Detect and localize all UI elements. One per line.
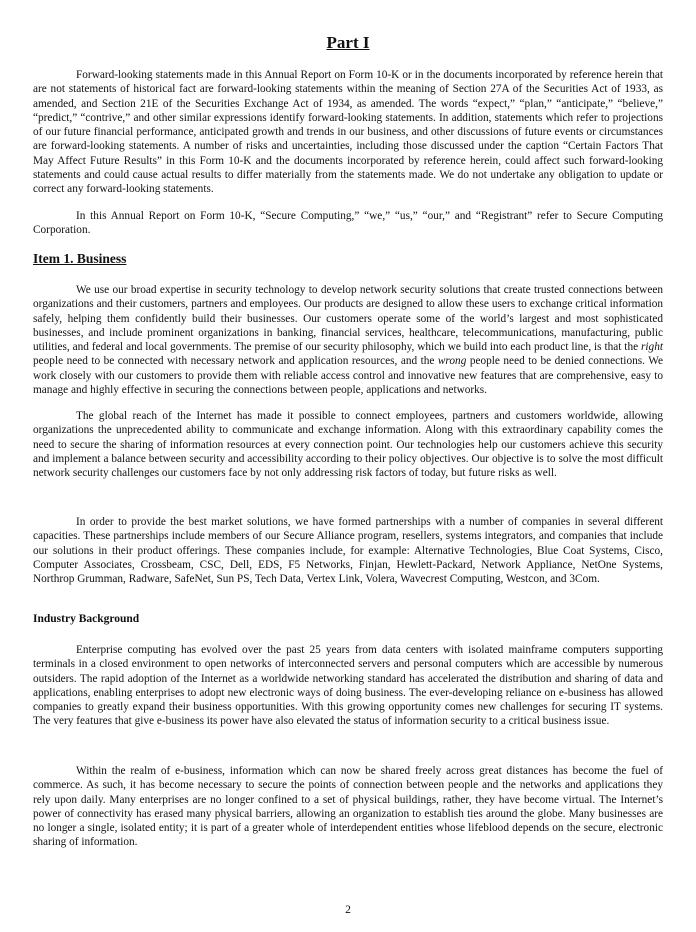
emphasis-wrong: wrong: [437, 355, 467, 368]
part-title: Part I: [326, 33, 370, 52]
definitions-paragraph: In this Annual Report on Form 10-K, “Secure Computing,” “we,” “us,” “our,” and “Registrant” refer to Secure Computing Corporation.: [33, 210, 663, 237]
enterprise-computing-paragraph: Enterprise computing has evolved over the past 25 years from data centers with isolated mainframe computers supporting terminals in a closed environment to open networks of interconnected servers and personal computers which are accessible by numerous outsiders. The rapid adoption of the Internet as a worldwide networking standard has accelerated the distribution and sharing of data and applications, enabling enterprises to adopt new electronic ways of doing business. The ever-developing reliance on e-business has allowed companies to greatly expand their business opportunities. With this growing opportunity comes new challenges for securing IT systems. The very features that give e-business its power have also elevated the status of information security to a critical business issue.: [33, 644, 663, 728]
business-overview-text-a: We use our broad expertise in security technology to develop network security solutions that create trusted connections between organizations and their customers, partners and employees. Our products are designed to allow these users to exchange critical information safely, helping them confidently build their businesses. Our customers operate some of the world’s largest and most sophisticated businesses, and include prominent organizations in banking, financial services, healthcare, telecommunications, manufacturing, public utilities, and federal and local governments. The premise of our security philosophy, which we build into each product line, is that the: [33, 284, 663, 354]
page-number: 2: [345, 904, 351, 916]
business-overview-paragraph: [33, 283, 663, 397]
emphasis-right: right: [641, 341, 663, 354]
global-reach-paragraph: The global reach of the Internet has made it possible to connect employees, partners and customers worldwide, allowing organizations the unprecedented ability to communicate and exchange information. Along with this extraordinary capability comes the need to secure the sharing of information resources at every connection point. Our technologies help our customers achieve this security and implement a balance between security and accessibility according to their policy objectives. Our objective is to solve the most difficult network security challenges our customers face by not only addressing risk factors of today, but future risks as well.: [33, 410, 663, 480]
item-1-business-heading: Item 1. Business: [33, 251, 127, 266]
forward-looking-statements-paragraph: Forward-looking statements made in this Annual Report on Form 10-K or in the documents incorporated by reference herein that are not statements of historical fact are forward-looking statements within the meaning of Section 27A of the Securities Act of 1933, as amended, and Section 21E of the Securities Exchange Act of 1934, as amended. The words “expect,” “plan,” “anticipate,” “believe,” “predict,” “contrive,” and other similar expressions identify forward-looking statements. In addition, statements which refer to projections of our future financial performance, anticipated growth and trends in our business, and other discussions of future events or circumstances are forward-looking statements. A number of risks and uncertainties, including those discussed under the caption “Certain Factors That May Affect Future Results” in this Form 10-K and the documents incorporated by reference herein, could affect such forward-looking statements and could cause actual results to differ materially from the statements made. We do not undertake any obligation to update or correct any forward-looking statements.: [33, 69, 663, 196]
partnerships-paragraph: In order to provide the best market solutions, we have formed partnerships with a number of companies in several different capacities. These partnerships include members of our Secure Alliance program, resellers, systems integrators, and companies that include our solutions in their product offerings. These companies include, for example: Alternative Technologies, Blue Coat Systems, Cisco, Computer Associates, Crossbeam, CSC, Dell, EDS, F5 Networks, Finjan, Hewlett-Packard, Network Appliance, NetOne Systems, Northrop Grumman, Radware, SafeNet, Sun PS, Tech Data, Vertex Link, Volera, Wavecrest Computing, Westcon, and 3Com.: [33, 516, 663, 586]
e-business-paragraph: Within the realm of e-business, information which can now be shared freely across great distances has become the fuel of commerce. As such, it has become necessary to secure the points of connection between people and the networks and applications they rely upon daily. Many enterprises are no longer confined to a set of physical buildings, rather, they have become virtual. The Internet’s power of connectivity has erased many physical barriers, allowing an organization to establish ties around the globe. Many businesses are no longer a single, isolated entity; it is part of a greater whole of interdependent entities whose lifeblood depends on the secure, electronic sharing of information.: [33, 765, 663, 849]
business-overview-text-c: people need to be denied connections. We work closely with our customers to provide them with reliable access control and innovative new features that are comprehensive, easy to manage and highly effective in securing the connections between people, applications and networks.: [33, 355, 663, 397]
industry-background-heading: Industry Background: [33, 613, 140, 625]
business-overview-text-b: people need to be connected with necessary network and application resources, and the: [33, 355, 438, 368]
